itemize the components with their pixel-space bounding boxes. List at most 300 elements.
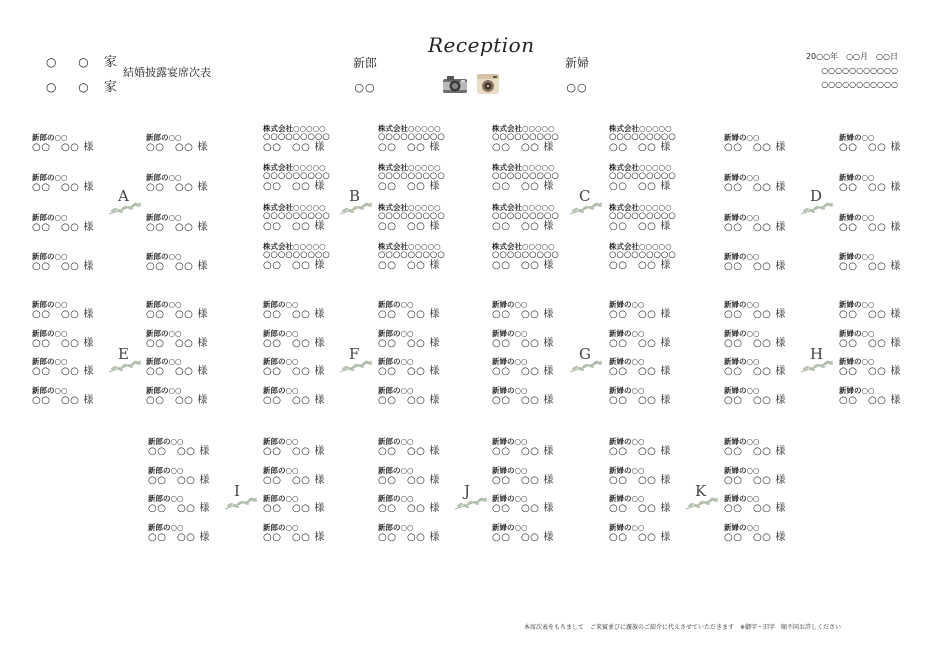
guest-affiliation: 新郎の○○ (32, 252, 68, 261)
guest-name: ○○ ○○ (146, 395, 194, 406)
honorific-suffix: 様 (543, 475, 554, 486)
honorific-suffix: 様 (83, 261, 94, 272)
guest-name-line (839, 395, 943, 406)
guest-name-line (839, 366, 943, 377)
guest-affiliation: 株式会社○○○○○ (609, 203, 672, 212)
guest-name-line (378, 338, 488, 349)
guest-entry (378, 357, 488, 377)
guest-entry (492, 437, 602, 457)
guest-name: ○○ ○○ (148, 475, 196, 486)
guest-entry (378, 466, 488, 486)
guest-name: ○○ ○○ (492, 503, 540, 514)
guest-entry (724, 133, 834, 153)
guest-name-line (609, 532, 719, 543)
guest-name: ○○ ○○ (378, 366, 426, 377)
guest-affiliation: 新婦の○○ (609, 357, 645, 366)
guest-affiliation: 新郎の○○ (263, 386, 299, 395)
honorific-suffix: 様 (660, 221, 671, 232)
guest-name: ○○ ○○ (378, 532, 426, 543)
guest-name-line (146, 142, 256, 153)
guest-name: ○○ ○○ (378, 309, 426, 320)
honorific-suffix: 様 (890, 222, 901, 233)
honorific-suffix: 様 (429, 260, 440, 271)
guest-name-line (609, 221, 719, 232)
honorific-suffix: 様 (429, 338, 440, 349)
guest-name-line (378, 446, 488, 457)
guest-name-line (839, 182, 943, 193)
honorific-suffix: 様 (197, 309, 208, 320)
honorific-suffix: 様 (429, 142, 440, 153)
guest-name-line (492, 260, 602, 271)
honorific-suffix: 様 (429, 395, 440, 406)
guest-name-line (378, 475, 488, 486)
guest-affiliation: 新郎の○○ (146, 252, 182, 261)
guest-affiliation: 新婦の○○ (609, 329, 645, 338)
guest-entry (492, 386, 602, 406)
leaf-sprig-icon (339, 358, 373, 378)
leaf-sprig-icon (685, 495, 719, 515)
guest-entry (839, 300, 943, 320)
guest-affiliation: 新婦の○○ (724, 252, 760, 261)
guest-name: ○○ ○○ (609, 475, 657, 486)
guest-name-line (263, 221, 373, 232)
guest-affiliation: 株式会社○○○○○ (492, 163, 555, 172)
guest-name-line (146, 338, 256, 349)
guest-name: ○○ ○○ (609, 338, 657, 349)
guest-affiliation: 株式会社○○○○○ (609, 124, 672, 133)
guest-affiliation: 新婦の○○ (839, 252, 875, 261)
guest-affiliation: 新郎の○○ (378, 437, 414, 446)
guest-affiliation: 株式会社○○○○○ (609, 242, 672, 251)
guest-entry (724, 300, 834, 320)
guest-entry (263, 437, 373, 457)
honorific-suffix: 様 (775, 309, 786, 320)
guest-name-line (378, 181, 488, 192)
guest-affiliation: 新婦の○○ (492, 466, 528, 475)
guest-name-line (492, 395, 602, 406)
guest-name: ○○ ○○ (839, 395, 887, 406)
honorific-suffix: 様 (83, 222, 94, 233)
guest-name-line (32, 261, 142, 272)
honorific-suffix: 様 (775, 446, 786, 457)
honorific-suffix: 様 (543, 338, 554, 349)
guest-name: ○○ ○○ (492, 221, 540, 232)
guest-name: ○○ ○○ (263, 366, 311, 377)
guest-name: ○○ ○○ (263, 142, 311, 153)
guest-affiliation: 新郎の○○ (148, 523, 184, 532)
guest-entry (146, 386, 256, 406)
guest-name: ○○ ○○ (609, 309, 657, 320)
guest-affiliation: 新郎の○○ (146, 213, 182, 222)
honorific-suffix: 様 (197, 142, 208, 153)
guest-affiliation: 新郎の○○ (148, 494, 184, 503)
guest-name: ○○ ○○ (378, 503, 426, 514)
guest-entry (378, 437, 488, 457)
venue-line-2: ○○○○○○○○○○○ (821, 80, 898, 89)
honorific-suffix: 様 (429, 221, 440, 232)
guest-affiliation: 新婦の○○ (609, 466, 645, 475)
guest-name-line (378, 366, 488, 377)
guest-entry (263, 300, 373, 320)
guest-name: ○○ ○○ (609, 142, 657, 153)
guest-name-line (146, 222, 256, 233)
guest-entry (146, 329, 256, 349)
guest-name: ○○ ○○ (724, 309, 772, 320)
guest-entry (609, 300, 719, 320)
guest-name: ○○ ○○ (263, 181, 311, 192)
family-suffix: 家 (103, 80, 119, 95)
guest-entry (609, 523, 719, 543)
table-letter: C (579, 187, 591, 205)
guest-affiliation: 新郎の○○ (146, 386, 182, 395)
guest-affiliation: 新郎の○○ (32, 133, 68, 142)
guest-entry (839, 386, 943, 406)
guest-entry (146, 173, 256, 193)
guest-name: ○○ ○○ (492, 338, 540, 349)
guest-name: ○○ ○○ (724, 395, 772, 406)
honorific-suffix: 様 (890, 338, 901, 349)
guest-affiliation: 新婦の○○ (839, 213, 875, 222)
guest-name: ○○ ○○ (32, 309, 80, 320)
honorific-suffix: 様 (83, 338, 94, 349)
honorific-suffix: 様 (775, 142, 786, 153)
table-letter: F (349, 345, 360, 363)
guest-name: ○○ ○○ (378, 446, 426, 457)
guest-name: ○○ ○○ (263, 260, 311, 271)
guest-affiliation: 新婦の○○ (609, 300, 645, 309)
leaf-sprig-icon (569, 358, 603, 378)
guest-affiliation-detail: ○○○○○○○○○ (609, 211, 676, 221)
guest-affiliation: 新郎の○○ (263, 494, 299, 503)
guest-name-line (32, 395, 142, 406)
guest-affiliation-detail: ○○○○○○○○○ (492, 211, 559, 221)
guest-affiliation: 新婦の○○ (839, 133, 875, 142)
honorific-suffix: 様 (197, 338, 208, 349)
guest-affiliation: 新郎の○○ (32, 213, 68, 222)
guest-name: ○○ ○○ (146, 309, 194, 320)
guest-name-line (724, 475, 834, 486)
guest-entry (263, 494, 373, 514)
guest-name: ○○ ○○ (32, 142, 80, 153)
guest-name: ○○ ○○ (32, 395, 80, 406)
guest-affiliation: 新郎の○○ (378, 329, 414, 338)
guest-affiliation: 新郎の○○ (146, 357, 182, 366)
guest-affiliation: 新郎の○○ (378, 300, 414, 309)
guest-entry (724, 386, 834, 406)
guest-affiliation: 新郎の○○ (146, 133, 182, 142)
page-title: 結婚披露宴席次表 (123, 66, 211, 79)
guest-name-line (148, 475, 258, 486)
guest-name-line (263, 532, 373, 543)
honorific-suffix: 様 (543, 181, 554, 192)
guest-affiliation: 新婦の○○ (609, 386, 645, 395)
guest-name-line (839, 142, 943, 153)
table-letter: G (579, 345, 591, 363)
honorific-suffix: 様 (660, 181, 671, 192)
guest-name: ○○ ○○ (609, 366, 657, 377)
guest-affiliation: 新郎の○○ (146, 173, 182, 182)
honorific-suffix: 様 (314, 475, 325, 486)
guest-name-line (148, 446, 258, 457)
honorific-suffix: 様 (314, 309, 325, 320)
family-name-bottom (46, 76, 119, 95)
guest-entry (32, 386, 142, 406)
honorific-suffix: 様 (660, 366, 671, 377)
honorific-suffix: 様 (314, 366, 325, 377)
guest-name-line (839, 309, 943, 320)
table-letter: E (118, 345, 129, 363)
guest-name: ○○ ○○ (32, 366, 80, 377)
honorific-suffix: 様 (660, 475, 671, 486)
bride-name: ○○ (566, 81, 588, 94)
guest-affiliation: 新婦の○○ (839, 329, 875, 338)
guest-affiliation: 新婦の○○ (724, 133, 760, 142)
guest-entry (263, 523, 373, 543)
guest-affiliation: 新郎の○○ (263, 357, 299, 366)
guest-entry (492, 124, 602, 153)
footer-note: 本席次表をもちまして ご来賓並びに親族のご紹介に代えさせていただきます ※御字・旧字 順不同お許しください (524, 624, 842, 631)
honorific-suffix: 様 (890, 309, 901, 320)
groom-label: 新郎 (352, 56, 377, 70)
guest-name: ○○ ○○ (609, 395, 657, 406)
guest-affiliation: 株式会社○○○○○ (378, 242, 441, 251)
honorific-suffix: 様 (314, 260, 325, 271)
guest-name: ○○ ○○ (492, 366, 540, 377)
guest-affiliation: 新郎の○○ (263, 300, 299, 309)
groom-block (335, 54, 395, 94)
leaf-sprig-icon (108, 358, 142, 378)
guest-affiliation: 新郎の○○ (32, 357, 68, 366)
guest-name: ○○ ○○ (724, 475, 772, 486)
guest-affiliation: 新婦の○○ (724, 173, 760, 182)
honorific-suffix: 様 (429, 475, 440, 486)
guest-name: ○○ ○○ (609, 221, 657, 232)
guest-name-line (609, 260, 719, 271)
guest-entry (263, 124, 373, 153)
guest-affiliation: 新郎の○○ (263, 437, 299, 446)
guest-name-line (609, 395, 719, 406)
honorific-suffix: 様 (429, 503, 440, 514)
honorific-suffix: 様 (890, 182, 901, 193)
guest-name-line (32, 222, 142, 233)
guest-name: ○○ ○○ (724, 532, 772, 543)
guest-name-line (32, 309, 142, 320)
leaf-sprig-icon (569, 200, 603, 220)
guest-name: ○○ ○○ (263, 446, 311, 457)
guest-name: ○○ ○○ (32, 182, 80, 193)
guest-name: ○○ ○○ (146, 338, 194, 349)
guest-affiliation-detail: ○○○○○○○○○ (609, 250, 676, 260)
guest-name: ○○ ○○ (724, 222, 772, 233)
guest-name: ○○ ○○ (378, 181, 426, 192)
table-letter: K (695, 482, 707, 500)
guest-entry (839, 329, 943, 349)
guest-name-line (724, 222, 834, 233)
guest-affiliation: 株式会社○○○○○ (492, 203, 555, 212)
guest-name: ○○ ○○ (839, 142, 887, 153)
guest-affiliation: 新婦の○○ (609, 494, 645, 503)
guest-affiliation-detail: ○○○○○○○○○ (378, 132, 445, 142)
guest-name-line (378, 142, 488, 153)
guest-affiliation-detail: ○○○○○○○○○ (263, 211, 330, 221)
guest-name-line (492, 475, 602, 486)
leaf-sprig-icon (800, 358, 834, 378)
guest-name-line (609, 142, 719, 153)
guest-entry (609, 203, 719, 232)
honorific-suffix: 様 (890, 395, 901, 406)
guest-entry (492, 523, 602, 543)
guest-entry (609, 242, 719, 271)
guest-name-line (492, 221, 602, 232)
guest-entry (492, 494, 602, 514)
guest-entry (378, 386, 488, 406)
honorific-suffix: 様 (83, 309, 94, 320)
guest-entry (146, 252, 256, 272)
guest-entry (724, 494, 834, 514)
guest-name: ○○ ○○ (378, 260, 426, 271)
guest-name-line (492, 309, 602, 320)
guest-name: ○○ ○○ (146, 182, 194, 193)
guest-entry (378, 242, 488, 271)
guest-name: ○○ ○○ (378, 221, 426, 232)
guest-name: ○○ ○○ (492, 142, 540, 153)
honorific-suffix: 様 (199, 446, 210, 457)
guest-name: ○○ ○○ (839, 261, 887, 272)
honorific-suffix: 様 (543, 309, 554, 320)
guest-affiliation: 新婦の○○ (724, 494, 760, 503)
guest-entry (378, 329, 488, 349)
guest-name: ○○ ○○ (32, 222, 80, 233)
guest-name: ○○ ○○ (492, 475, 540, 486)
guest-affiliation-detail: ○○○○○○○○○ (378, 211, 445, 221)
honorific-suffix: 様 (660, 532, 671, 543)
guest-name-line (263, 260, 373, 271)
guest-name: ○○ ○○ (263, 338, 311, 349)
guest-name: ○○ ○○ (724, 503, 772, 514)
guest-affiliation-detail: ○○○○○○○○○ (492, 171, 559, 181)
guest-entry (378, 523, 488, 543)
guest-affiliation: 新婦の○○ (839, 300, 875, 309)
guest-affiliation: 新婦の○○ (492, 300, 528, 309)
guest-name: ○○ ○○ (839, 366, 887, 377)
guest-name: ○○ ○○ (378, 395, 426, 406)
guest-entry (378, 124, 488, 153)
guest-affiliation: 新郎の○○ (378, 494, 414, 503)
guest-entry (263, 386, 373, 406)
guest-entry (492, 466, 602, 486)
guest-affiliation: 新郎の○○ (32, 329, 68, 338)
guest-affiliation-detail: ○○○○○○○○○ (378, 171, 445, 181)
guest-name: ○○ ○○ (378, 338, 426, 349)
honorific-suffix: 様 (543, 260, 554, 271)
guest-entry (378, 163, 488, 192)
guest-name-line (724, 446, 834, 457)
honorific-suffix: 様 (660, 395, 671, 406)
honorific-suffix: 様 (660, 503, 671, 514)
guest-affiliation: 新婦の○○ (724, 213, 760, 222)
guest-affiliation: 新婦の○○ (492, 329, 528, 338)
table-letter: H (810, 345, 824, 363)
honorific-suffix: 様 (775, 503, 786, 514)
guest-name: ○○ ○○ (32, 261, 80, 272)
guest-affiliation: 株式会社○○○○○ (378, 124, 441, 133)
guest-name-line (263, 503, 373, 514)
family-circles: ○ ○ (46, 55, 98, 69)
guest-entry (146, 300, 256, 320)
guest-name-line (378, 532, 488, 543)
guest-affiliation: 新郎の○○ (263, 523, 299, 532)
guest-affiliation: 新婦の○○ (609, 437, 645, 446)
guest-name-line (724, 503, 834, 514)
guest-name-line (148, 532, 258, 543)
guest-name: ○○ ○○ (148, 503, 196, 514)
guest-affiliation: 新婦の○○ (724, 386, 760, 395)
guest-name: ○○ ○○ (609, 181, 657, 192)
guest-affiliation: 新婦の○○ (724, 523, 760, 532)
guest-name: ○○ ○○ (492, 532, 540, 543)
guest-affiliation: 株式会社○○○○○ (492, 242, 555, 251)
guest-name-line (263, 475, 373, 486)
honorific-suffix: 様 (197, 182, 208, 193)
honorific-suffix: 様 (775, 366, 786, 377)
guest-name-line (492, 503, 602, 514)
guest-name-line (609, 366, 719, 377)
guest-name: ○○ ○○ (724, 338, 772, 349)
guest-name-line (724, 142, 834, 153)
honorific-suffix: 様 (890, 366, 901, 377)
guest-affiliation: 新郎の○○ (146, 329, 182, 338)
guest-name-line (839, 222, 943, 233)
honorific-suffix: 様 (543, 366, 554, 377)
guest-affiliation: 新郎の○○ (378, 523, 414, 532)
guest-affiliation: 新婦の○○ (492, 523, 528, 532)
guest-entry (146, 133, 256, 153)
guest-name: ○○ ○○ (839, 182, 887, 193)
guest-name: ○○ ○○ (839, 338, 887, 349)
guest-name: ○○ ○○ (724, 446, 772, 457)
honorific-suffix: 様 (197, 395, 208, 406)
event-date-venue (760, 50, 898, 92)
guest-affiliation: 新婦の○○ (492, 437, 528, 446)
honorific-suffix: 様 (775, 395, 786, 406)
guest-affiliation: 新郎の○○ (263, 466, 299, 475)
guest-name-line (146, 182, 256, 193)
guest-affiliation-detail: ○○○○○○○○○ (263, 250, 330, 260)
bride-block (547, 54, 607, 94)
guest-entry (724, 252, 834, 272)
guest-affiliation: 株式会社○○○○○ (263, 203, 326, 212)
guest-name: ○○ ○○ (146, 261, 194, 272)
guest-affiliation-detail: ○○○○○○○○○ (263, 132, 330, 142)
table-letter: J (464, 482, 471, 500)
guest-affiliation: 新郎の○○ (378, 357, 414, 366)
honorific-suffix: 様 (199, 503, 210, 514)
guest-name-line (263, 309, 373, 320)
guest-affiliation: 新郎の○○ (32, 300, 68, 309)
camera-icon (442, 74, 468, 98)
guest-entry (839, 357, 943, 377)
guest-name: ○○ ○○ (492, 260, 540, 271)
guest-name: ○○ ○○ (263, 532, 311, 543)
leaf-sprig-icon (454, 495, 488, 515)
honorific-suffix: 様 (775, 222, 786, 233)
guest-entry (378, 203, 488, 232)
guest-name-line (378, 395, 488, 406)
guest-entry (609, 386, 719, 406)
guest-name-line (263, 446, 373, 457)
guest-name: ○○ ○○ (492, 181, 540, 192)
guest-affiliation: 株式会社○○○○○ (378, 203, 441, 212)
